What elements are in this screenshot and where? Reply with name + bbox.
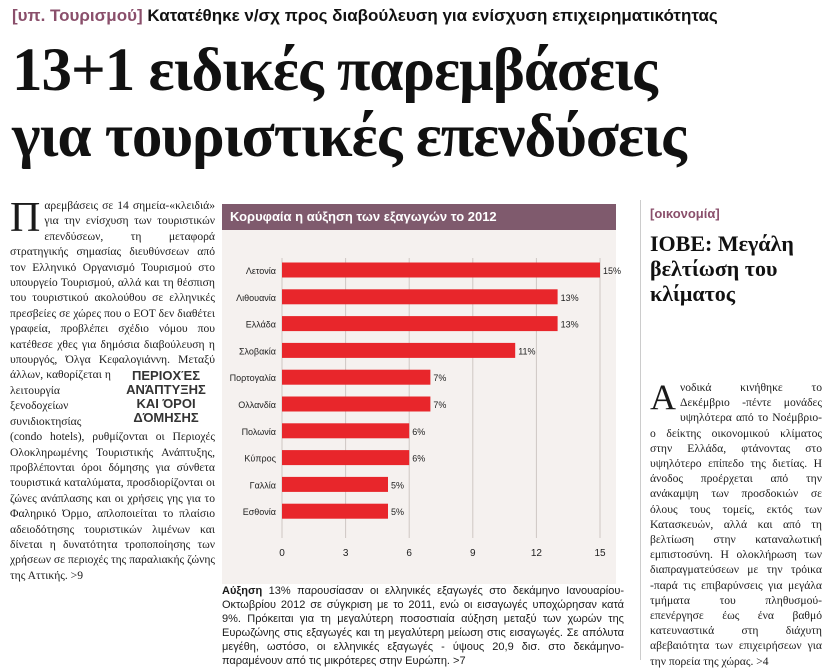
- x-tick-label: 15: [594, 548, 606, 559]
- headline: [12, 38, 686, 170]
- bar: [282, 343, 515, 358]
- data-label: 11%: [518, 346, 536, 357]
- x-tick-label: 6: [406, 548, 412, 559]
- caption-lead: Αύξηση: [222, 585, 263, 597]
- x-tick-label: 12: [530, 548, 542, 559]
- chart-caption: [222, 584, 624, 668]
- exports-bar-chart: [222, 230, 622, 584]
- category-label: Λετονία: [245, 266, 276, 276]
- kicker: [12, 6, 718, 26]
- chart-title: Κορυφαία η αύξηση των εξαγωγών το 2012: [222, 204, 616, 230]
- data-label: 13%: [560, 292, 579, 303]
- category-label: Εσθονία: [242, 507, 276, 518]
- category-label: Ολλανδία: [238, 400, 276, 410]
- bar: [282, 423, 409, 438]
- bar: [282, 370, 430, 385]
- category-label: Κύπρος: [244, 453, 276, 464]
- subheading: ΠΕΡΙΟΧΈΣ ΑΝΆΠΤΥΞΗΣ ΚΑΙ ΌΡΟΙ ΔΌΜΗΣΗΣ: [126, 368, 206, 426]
- headline-line-1: 13+1 ειδικές παρεμβάσεις: [12, 37, 657, 104]
- category-label: Λιθουανία: [236, 292, 276, 303]
- data-label: 7%: [433, 400, 447, 410]
- dropcap: Π: [10, 195, 41, 241]
- bar: [282, 316, 558, 331]
- headline-line-2: για τουριστικές επενδύσεις: [12, 103, 686, 170]
- caption-text: 13% παρουσίασαν οι ελληνικές εξαγωγές στο δεκάμηνο Ιανουαρίου-Οκτωβρίου 2012 σε σύγκριση με το 2011, ενώ οι εισαγωγές υποχώρησαν κατά 9%. Πρόκειται για τη μεγαλύτερη ποσοστιαία αύξηση μεταξύ των χωρών της Ευρωζώνης στις εξαγωγές και τη μεγαλύτερη μείωση στις εισαγωγές. Σε απόλυτα μεγέθη, ωστόσο, οι ελληνικές εξαγωγές - ύψους 20,9 δισ. στο δεκάμηνο- παραμένουν από τις μικρότερες στην Ευρώπη. >7: [222, 585, 624, 667]
- bar: [282, 477, 388, 492]
- column-divider: [640, 200, 641, 660]
- data-label: 6%: [412, 426, 426, 437]
- bar: [282, 289, 558, 304]
- bar: [282, 263, 600, 278]
- kicker-text: Κατατέθηκε ν/σχ προς διαβούλευση για ενίσχυση επιχειρηματικότητας: [147, 6, 718, 25]
- data-label: 13%: [560, 319, 579, 330]
- data-label: 15%: [603, 266, 622, 276]
- left-article: [10, 195, 215, 583]
- data-label: 6%: [412, 453, 426, 464]
- dropcap-right: Α: [650, 377, 676, 417]
- article-body-2: καθορίζεται η λειτουργία ξενοδοχείων συνιδιοκτησίας (condo hotels), ρυθμίζονται οι Περιοχές Ολοκληρωμένης Τουριστικής Ανάπτυξης, προβλέπονται όροι δόμησης για σύνθετα τουριστικά καταλύματα, προσδιορίζονται οι ζώνες ανάπλασης και οι χρήσεις γης για το Φαληρικό Όρμο, απλοποιείται το πλαίσιο αδειοδότησης τουριστικών λιμένων και δίνεται η δυνατότητα τροποποίησης των χρήσεων σε περιοχές της παραλιακής ζώνης της Αττικής. >9: [10, 368, 215, 582]
- category-label: Πορτογαλία: [229, 373, 276, 384]
- x-tick-label: 9: [470, 548, 476, 559]
- section-tag: [υπ. Τουρισμού]: [12, 6, 143, 25]
- section-tag-economy: [οικονομία]: [650, 206, 720, 221]
- category-label: Σλοβακία: [238, 346, 276, 357]
- right-article-body: [650, 377, 822, 669]
- right-headline: ΙΟΒΕ: Μεγάλη βελτίωση του κλίματος: [650, 231, 794, 306]
- x-tick-label: 0: [279, 548, 285, 559]
- article-body-1: αρεμβάσεις σε 14 σημεία-«κλειδιά» για την ενίσχυση των τουριστικών επενδύσεων, τη μεταφορά στρατηγικής σημασίας διευθύνσεων από τον Ελληνικό Οργανισμό Τουρισμού στο υπουργείο Τουρισμού, αλλά και τη θέσπιση του τουριστικού ακολούθου σε ελληνικές πρεσβείες σε χώρες που ο ΕΟΤ δεν διαθέτει γραφεία, προβλέπει σχέδιο νόμου που κατέθεσε χθες για δημόσια διαβούλευση η υπουργός, Όλγα Κεφαλογιάννη. Μεταξύ άλλων,: [10, 199, 215, 382]
- right-body-text: νοδικά κινήθηκε το Δεκέμβριο -πέντε μονάδες υψηλότερα από το Νοέμβριο- ο δείκτης οικονομικού κλίματος στην Ελλάδα, φτάνοντας στο υψηλότερο επίπεδο της διετίας. Η άνοδος προέρχεται από την ανάκαμψη των προσδοκιών σε όλους τους τομείς, εκτός των Κατασκευών, αλλά και από τη βελτίωση στην καταναλωτική εμπιστοσύνη. Η ολοκλήρωση των διαπραγματεύσεων με την τρόικα -παρά τις επιβαρύνσεις για μεγάλα τμήματα του πληθυσμού-επενέργησε έως ένα βαθμό κατευναστικά στη διάχυτη αβεβαιότητα των επιχειρήσεων για την πορεία της χώρας. >4: [650, 381, 822, 668]
- data-label: 5%: [391, 507, 405, 518]
- data-label: 5%: [391, 480, 405, 491]
- category-label: Πολωνία: [241, 426, 276, 437]
- bar: [282, 397, 430, 412]
- bar: [282, 450, 409, 465]
- bar: [282, 504, 388, 519]
- data-label: 7%: [433, 373, 447, 384]
- right-article-header: [650, 206, 822, 306]
- category-label: Ελλάδα: [245, 319, 276, 330]
- category-label: Γαλλία: [249, 480, 276, 491]
- x-tick-label: 3: [342, 548, 349, 559]
